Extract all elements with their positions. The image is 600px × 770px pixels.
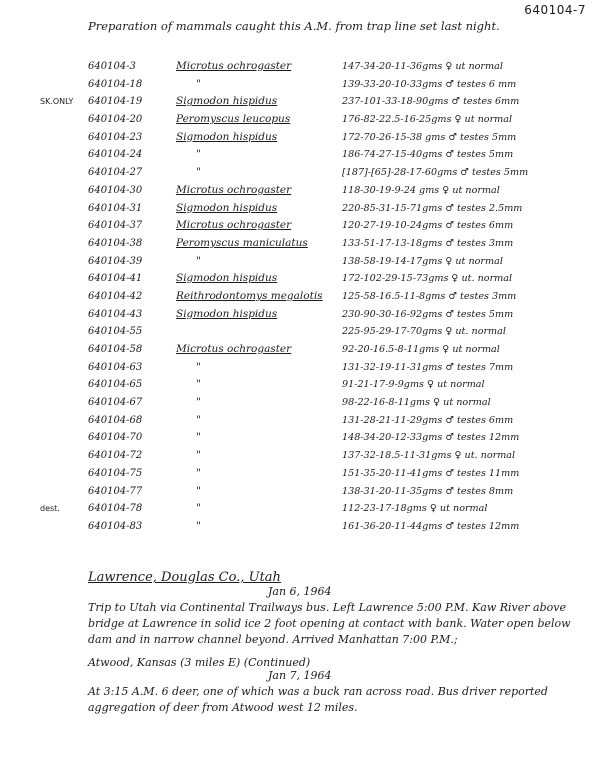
specimen-id: 640104-75 bbox=[88, 467, 143, 479]
specimen-id: 640104-42 bbox=[88, 290, 143, 302]
specimen-species: " bbox=[196, 77, 201, 90]
specimen-species: Microtus ochrogaster bbox=[176, 343, 292, 355]
specimen-id: 640104-38 bbox=[88, 237, 143, 249]
specimen-row bbox=[0, 394, 600, 412]
specimen-species: " bbox=[196, 166, 201, 179]
specimen-species: Microtus ochrogaster bbox=[176, 60, 292, 72]
specimen-row bbox=[0, 76, 600, 94]
specimen-species: " bbox=[196, 360, 201, 373]
specimen-measurements: 230-90-30-16-92gms ♂ testes 5mm bbox=[342, 308, 514, 320]
journal-location-2: Atwood, Kansas (3 miles E) (Continued) bbox=[88, 656, 311, 669]
specimen-measurements: 176-82-22.5-16-25gms ♀ ut normal bbox=[342, 114, 513, 126]
specimen-species: Microtus ochrogaster bbox=[176, 219, 292, 232]
specimen-measurements: 120-27-19-10-24gms ♂ testes 6mm bbox=[342, 220, 514, 232]
specimen-species: " bbox=[196, 449, 201, 462]
specimen-measurements: 161-36-20-11-44gms ♂ testes 12mm bbox=[342, 520, 520, 532]
specimen-row bbox=[0, 288, 600, 306]
specimen-id: 640104-37 bbox=[88, 220, 143, 232]
specimen-id: 640104-18 bbox=[88, 78, 143, 90]
specimen-row bbox=[0, 235, 600, 253]
specimen-row bbox=[0, 359, 600, 377]
specimen-measurements: 133-51-17-13-18gms ♂ testes 3mm bbox=[342, 237, 514, 249]
specimen-species: " bbox=[196, 484, 201, 497]
specimen-id: 640104-41 bbox=[88, 273, 143, 285]
specimen-measurements: 147-34-20-11-36gms ♀ ut normal bbox=[342, 61, 503, 72]
specimen-id: 640104-31 bbox=[88, 202, 143, 214]
specimen-id: 640104-39 bbox=[88, 255, 143, 267]
specimen-id: 640104-78 bbox=[88, 503, 143, 515]
specimen-row bbox=[0, 270, 600, 288]
specimen-row bbox=[0, 341, 600, 359]
specimen-id: 640104-70 bbox=[88, 432, 143, 444]
specimen-measurements: 151-35-20-11-41gms ♂ testes 11mm bbox=[342, 467, 520, 479]
specimen-species: Reithrodontomys megalotis bbox=[176, 289, 323, 302]
specimen-id: 640104-27 bbox=[88, 167, 143, 179]
page-id: 640104-7 bbox=[524, 3, 586, 17]
journal-paragraph-1: Trip to Utah via Continental Trailways bus. Left Lawrence 5:00 P.M. Kaw River above bridge at Lawrence in solid ice 2 foot opening at contact with bank. Water open below dam and in narrow channel beyond. Arrived Manhattan 7:00 P.M.; bbox=[88, 601, 571, 646]
specimen-measurements: 139-33-20-10-33gms ♂ testes 6 mm bbox=[342, 78, 517, 90]
specimen-row bbox=[0, 500, 600, 518]
specimen-row bbox=[0, 58, 600, 76]
specimen-measurements: 112-23-17-18gms ♀ ut normal bbox=[342, 503, 488, 515]
specimen-id: 640104-30 bbox=[88, 184, 143, 196]
specimen-row bbox=[0, 323, 600, 341]
specimen-measurements: 91-21-17-9-9gms ♀ ut normal bbox=[342, 379, 485, 391]
specimen-id: 640104-19 bbox=[88, 96, 143, 108]
specimen-row bbox=[0, 93, 600, 111]
specimen-row bbox=[0, 164, 600, 182]
specimen-measurements: 131-32-19-11-31gms ♂ testes 7mm bbox=[342, 361, 514, 373]
specimen-row bbox=[0, 412, 600, 430]
journal-location-1: Lawrence, Douglas Co., Utah bbox=[88, 570, 281, 585]
specimen-id: 640104-67 bbox=[88, 397, 143, 409]
specimen-measurements: 131-28-21-11-29gms ♂ testes 6mm bbox=[342, 414, 514, 426]
journal-paragraph-2: At 3:15 A.M. 6 deer, one of which was a buck ran across road. Bus driver reported aggregation of deer from Atwood west 12 miles. bbox=[88, 685, 548, 714]
specimen-species: Peromyscus leucopus bbox=[176, 113, 291, 126]
specimen-id: 640104-68 bbox=[88, 414, 143, 426]
journal-date-2: Jan 7, 1964 bbox=[268, 669, 332, 682]
specimen-row bbox=[0, 465, 600, 483]
specimen-species: " bbox=[196, 254, 201, 267]
specimen-id: 640104-55 bbox=[88, 326, 143, 338]
specimen-id: 640104-23 bbox=[88, 131, 143, 143]
specimen-measurements: [187]-[65]-28-17-60gms ♂ testes 5mm bbox=[342, 167, 529, 179]
specimen-id: 640104-24 bbox=[88, 149, 143, 161]
intro-text: Preparation of mammals caught this A.M. from trap line set last night. bbox=[88, 19, 500, 33]
specimen-measurements: 138-31-20-11-35gms ♂ testes 8mm bbox=[342, 485, 514, 497]
specimen-species: Microtus ochrogaster bbox=[176, 183, 292, 196]
specimen-species: Sigmodon hispidus bbox=[176, 272, 278, 285]
specimen-measurements: 148-34-20-12-33gms ♂ testes 12mm bbox=[342, 432, 520, 444]
specimen-row bbox=[0, 182, 600, 200]
specimen-measurements: 172-70-26-15-38 gms ♂ testes 5mm bbox=[342, 131, 517, 143]
specimen-measurements: 98-22-16-8-11gms ♀ ut normal bbox=[342, 397, 491, 409]
specimen-list bbox=[0, 58, 600, 536]
specimen-species: " bbox=[196, 148, 201, 161]
specimen-measurements: 172-102-29-15-73gms ♀ ut. normal bbox=[342, 273, 513, 285]
specimen-measurements: 186-74-27-15-40gms ♂ testes 5mm bbox=[342, 149, 514, 161]
specimen-measurements: 137-32-18.5-11-31gms ♀ ut. normal bbox=[342, 450, 516, 462]
specimen-species: " bbox=[196, 378, 201, 391]
specimen-id: 640104-43 bbox=[88, 308, 143, 320]
specimen-species: Sigmodon hispidus bbox=[176, 201, 278, 214]
specimen-row bbox=[0, 111, 600, 129]
specimen-row bbox=[0, 306, 600, 324]
specimen-species: " bbox=[196, 519, 201, 532]
specimen-id: 640104-58 bbox=[88, 344, 143, 355]
specimen-id: 640104-65 bbox=[88, 379, 143, 391]
specimen-row bbox=[0, 217, 600, 235]
specimen-species: Sigmodon hispidus bbox=[176, 307, 278, 320]
specimen-row bbox=[0, 200, 600, 218]
specimen-note: SK.ONLY bbox=[40, 97, 74, 107]
specimen-species: " bbox=[196, 502, 201, 515]
specimen-row bbox=[0, 483, 600, 501]
specimen-row bbox=[0, 518, 600, 536]
specimen-measurements: 125-58-16.5-11-8gms ♂ testes 3mm bbox=[342, 290, 517, 302]
specimen-measurements: 225-95-29-17-70gms ♀ ut. normal bbox=[342, 326, 506, 338]
journal-section bbox=[88, 566, 588, 716]
specimen-row bbox=[0, 146, 600, 164]
specimen-id: 640104-83 bbox=[88, 520, 143, 532]
specimen-id: 640104-3 bbox=[88, 61, 136, 72]
specimen-species: Peromyscus maniculatus bbox=[176, 236, 308, 249]
specimen-species: " bbox=[196, 466, 201, 479]
specimen-id: 640104-72 bbox=[88, 450, 143, 462]
specimen-id: 640104-77 bbox=[88, 485, 143, 497]
journal-date-1: Jan 6, 1964 bbox=[268, 585, 332, 598]
specimen-row bbox=[0, 429, 600, 447]
specimen-species: " bbox=[196, 431, 201, 444]
specimen-species: Sigmodon hispidus bbox=[176, 130, 278, 143]
specimen-id: 640104-63 bbox=[88, 361, 143, 373]
specimen-measurements: 92-20-16.5-8-11gms ♀ ut normal bbox=[342, 344, 500, 355]
specimen-species: " bbox=[196, 396, 201, 409]
specimen-note: dest. bbox=[40, 504, 60, 514]
specimen-row bbox=[0, 447, 600, 465]
specimen-species: Sigmodon hispidus bbox=[176, 95, 278, 108]
specimen-measurements: 237-101-33-18-90gms ♂ testes 6mm bbox=[342, 96, 520, 108]
specimen-measurements: 220-85-31-15-71gms ♂ testes 2.5mm bbox=[342, 202, 523, 214]
specimen-row bbox=[0, 253, 600, 271]
specimen-measurements: 138-58-19-14-17gms ♀ ut normal bbox=[342, 255, 503, 267]
specimen-species: " bbox=[196, 413, 201, 426]
specimen-row bbox=[0, 376, 600, 394]
specimen-row bbox=[0, 129, 600, 147]
specimen-measurements: 118-30-19-9-24 gms ♀ ut normal bbox=[342, 184, 500, 196]
specimen-id: 640104-20 bbox=[88, 114, 143, 126]
